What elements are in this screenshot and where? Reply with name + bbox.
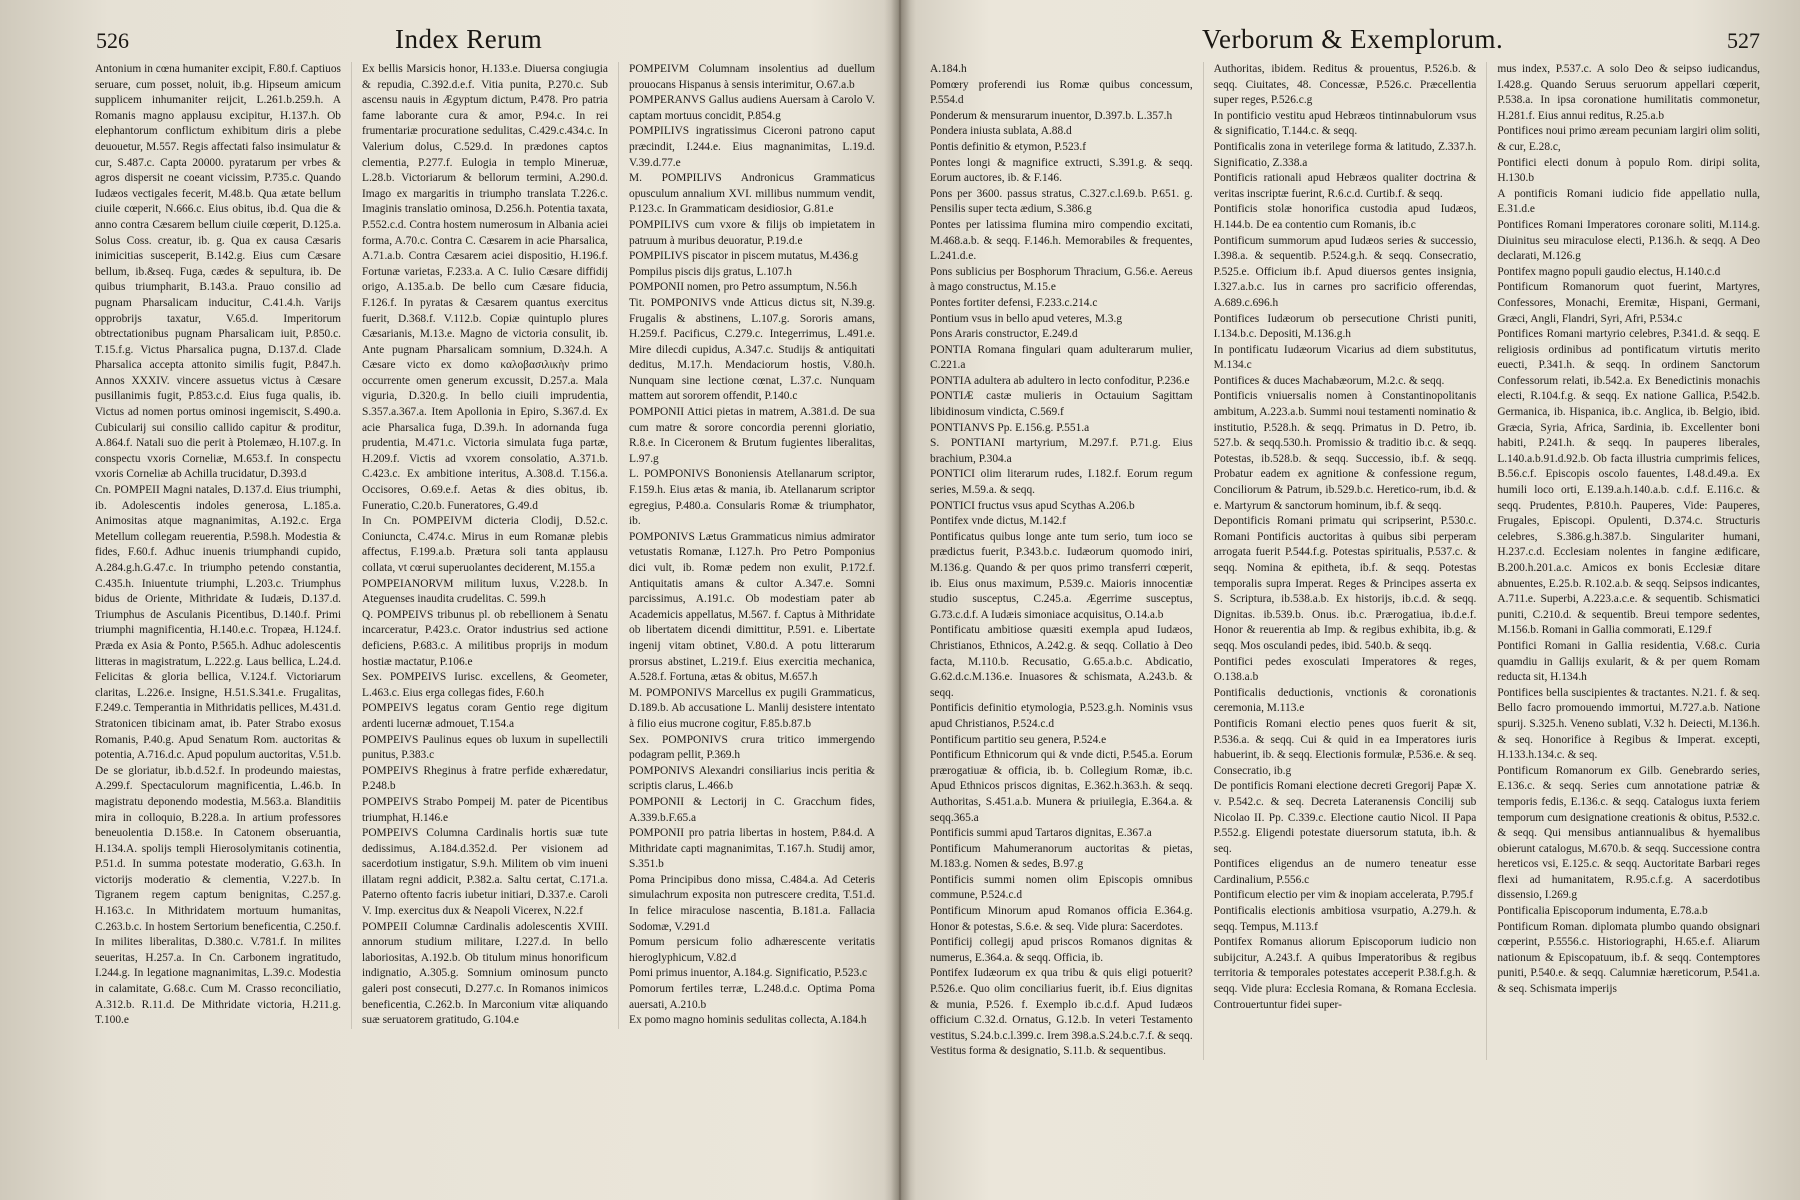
index-entry: POMPONII nomen, pro Petro assumptum, N.56.h <box>629 281 858 294</box>
index-entry: Pontes per latissima flumina miro compendio excitati, M.468.a.b. & seqq. F.146.h. Memorabiles & frequentes, L.241.d.e. <box>930 218 1193 263</box>
index-entry: Pons sublicius per Bosphorum Thracium, G.56.e. Aereus à mago constructus, M.15.e <box>930 265 1193 294</box>
index-entry: Pontifici electi donum à populo Rom. diripi solita, H.130.b <box>1497 156 1761 185</box>
right-page <box>902 0 1800 1200</box>
index-entry: Pontes longi & magnifice extructi, S.391.g. & seqq. Eorum auctores, ib. & F.146. <box>930 156 1193 185</box>
index-entry: Pontificij collegij apud priscos Romanos dignitas & numerus, E.364.a. & seqq. Officia, ib. <box>930 936 1193 964</box>
index-entry: mus index, P.537.c. A solo Deo & seipso iudicandus, I.428.g. Quando Seruus seruorum appellari cœperit, P.538.a. In ipsa coronatione humilitatis commonetur, H.281.f. Eius annui reditus, R.25.a.b <box>1497 63 1761 122</box>
index-entry: POMPEIANORVM militum luxus, V.228.b. In Ateguenses inaudita crudelitas. C. 599.h <box>362 577 608 606</box>
index-entry: Poma Principibus dono missa, C.484.a. Ad Ceteris simulachrum exposita non putrescere credita, T.51.d. In felice miraculose nascentia, B.181.a. Fallacia Sodomæ, V.291.d <box>629 873 875 933</box>
index-entry: POMPEIVS Columna Cardinalis hortis suæ tute dedissimus, A.184.d.352.d. Per visionem ad sacerdotium instigatur, S.9.h. Militem ob vim inueni illatam regni addicit, P.382.a. Saltu certat, C.171.a. Paterno oftento facris iubetur initiari, D.337.e. Caroli V. Imp. exercitus dux & Neapoli Vicerex, N.22.f <box>362 827 608 918</box>
index-entry: PONTIÆ castæ mulieris in Octauium Sagittam libidinosum vindicta, C.569.f <box>930 390 1193 419</box>
running-head-left: Index Rerum <box>395 24 543 54</box>
left-column-1 <box>95 62 341 1029</box>
index-entry: PONTIA adultera ab adultero in lecto confoditur, P.236.e <box>930 374 1190 387</box>
running-head-right: Verborum & Exemplorum. <box>1202 24 1504 54</box>
index-entry: POMPONII Attici pietas in matrem, A.381.d. De sua cum matre & sorore concordia perenni gloriatio, R.8.e. In Ciceronem & Brutum fugientes liberalitas, L.97.g <box>629 406 875 465</box>
index-entry: Cn. POMPEII Magni natales, D.137.d. Eius triumphi, ib. Adolescentis indoles generosa, L.185.a. Animositas atque magnanimitas, A.192.c. Erga Metellum collegam reuerentia, P.598.h. Modestia & fides, F.60.f. Adhuc inuenis triumphandi cupido, A.284.g.h.G.47.c. In triumpho petendo constantia, C.435.h. Iniuentute triumphi, L.203.c. Triumphus bidus de Oriente, Mithridate & Iudæis, D.137.d. Triumphus de Asculanis Picentibus, D.140.f. Primi triumphi magnificentia, H.140.e.c. Tropæa, H.124.f. Præda ex Asia & Ponto, P.565.h. Adhuc adolescentis litteras in magistratum, L.222.g. Laus bellica, L.24.d. Felicitas & gloria bellica, V.124.f. Victoriarum claritas, L.226.e. Insigne, H.51.S.341.e. Frugalitas, F.249.c. Temperantia in Mithridatis pellices, M.431.d. Stratonicen tibicinam amat, ib. Pater Strabo exosus Romanis, P.40.g. Apud Senatum Rom. auctoritas & potentia, A.716.d.c. Apud populum auctoritas, V.51.b. De se gloriatur, ib.b.d.52.f. In prodeundo maiestas, A.299.f. Spectaculorum magnificentia, L.46.b. In magistratu deponendo modestia, M.563.a. Blanditiis mira in colloquio, B.228.a. In artium professores beneuolentia D.158.e. In Catonem obseruantia, H.134.A. spolijs templi Hierosolymitanis cotinentia, P.51.d. In summa potestate moderatio, G.63.h. In victorijs moderatio & clementia, V.227.b. In Tigranem regem captum benignitas, C.257.g. H.163.c. In Mithridatem mortuum humanitas, C.263.b.c. In hostem Sertorium beneficentia, C.250.f. In milites liberalitas, D.380.c. V.781.f. In milites seueritas, H.257.a. In Cn. Carbonem ingratitudo, I.244.g. In legatione magnanimitas, L.39.c. Modestia in calamitate, G.68.c. Cum M. Crasso reconciliatio, A.312.b. R.11.d. De Mithridate victoria, H.211.g. T.100.e <box>95 484 341 1027</box>
index-entry: POMPEIVS Rheginus à fratre perfide exhæredatur, P.248.b <box>362 764 608 793</box>
index-entry: Pontificum Ethnicorum qui & vnde dicti, P.545.a. Eorum prærogatiuæ & officia, ib. b. Collegium Romæ, ib.c. Apud Ethnicos priscos dignitas, E.362.h.363.h. & seqq. Authoritas, S.451.a.b. Munera & priuilegia, E.364.a. & seqq.365.a <box>930 749 1193 824</box>
index-entry: Pontifices eligendus an de numero teneatur esse Cardinalium, P.556.c <box>1213 858 1477 886</box>
index-entry: Pons Araris constructor, E.249.d <box>930 328 1078 341</box>
index-entry: Ex bellis Marsicis honor, H.133.e. Diuersa congiugia & repudia, C.392.d.e.f. Vitia punita, P.270.c. Sub ascensu nauis in Ægyptum dictum, P.478. Pro patria fame laborante cura & amor, P.94.c. In rei frumentariæ procuratione sedulitas, C.429.c.434.c. In Valerium dolus, C.529.d. In prædones captos clementia, P.277.f. Eulogia in templo Mineruæ, L.28.b. Victoriarum & bellorum termini, A.290.d. Imago ex margaritis in triumpho translata T.226.c. Imaginis translatio ominosa, D.256.h. Potentia taxata, P.552.c.d. Contra hostem numerosum in Albania aciei forma, A.70.c. Contra C. Cæsarem in acie Pharsalica, A.71.a.b. Contra Cæsarem aciei dispositio, H.196.f. Fortunæ varietas, F.233.a. A C. Iulio Cæsare diffidij origo, A.135.a.b. De bello cum Cæsare fiducia, F.126.f. In pyratas & Cæsarem quantus exercitus fuerit, D.368.f. V.112.b. Copiæ quintuplo plures Cæsarianis, M.13.e. Magno de victoria consulit, ib. Ante pugnam Pharsalicam somnium, D.324.h. A Cæsare victo ex domo καλοβασιλικὴν primo occurrente omen generum excussit, D.257.a. Mala viguria, D.320.g. In bello ciuili imprudentia, S.357.a.367.a. Item Apollonia in Epiro, S.367.d. Ex acie Pharsalica fuga, D.39.h. In adornanda fuga prudentia, M.471.c. Victoria simulata fuga partæ, H.209.f. Victis ad vxorem consolatio, A.371.b. C.423.c. Ex ambitione interitus, A.308.d. T.156.a. Occisores, O.69.e.f. Aetas & dies obitus, ib. Funeratio, C.20.b. Funeratores, G.49.d <box>362 63 608 512</box>
index-entry: Pontifici Romani in Gallia residentia, V.68.c. Curia quamdiu in Gallijs exularit, & & per quem Romam reducta sit, H.134.h <box>1497 639 1761 684</box>
index-entry: Pontifices Iudæorum ob persecutione Christi puniti, I.134.b.c. Depositi, M.136.g.h <box>1213 312 1477 341</box>
index-entry: POMPILIVS cum vxore & filijs ob impietatem in patruum à muribus deuoratur, P.19.d.e <box>629 218 875 247</box>
index-entry: Pontifex Romanus aliorum Episcoporum iudicio non subijcitur, A.243.f. A quibus Imperatoribus & regibus territoria & temporales potestates acceperit P.38.f.g.h. & seqq. Vide plura: Ecclesia Romana, & Romana Ecclesia. Controuertuntur fidei super- <box>1213 936 1477 1011</box>
index-entry: Pontificum Roman. diplomata plumbo quando obsignari cœperint, P.5556.c. Historiographi, H.65.e.f. Aliarum nationum & Episcopatuum, ib.f. & seqq. Contemptores puniti, P.540.e. & seqq. Calumniæ hæreticorum, P.541.a. & seq. Schismata imperijs <box>1497 920 1761 996</box>
index-entry: POMPONIVS Lætus Grammaticus nimius admirator vetustatis Romanæ, I.127.h. Pro Petro Pomponius dici vult, ib. Romæ pedem non exulit, P.172.f. Antiquitatis amans & cultor A.347.e. Somni parcissimus, A.191.c. Ob modestiam pater ab Academicis appellatus, M.567. f. Captus à Mithridate ob libertatem dicendi dimittitur, P.591. e. Libertate ingenij vitam obtinet, V.80.d. A potu litterarum prorsus abstinet, L.219.f. Eius exercitia mechanica, A.528.f. Fortuna, ætas & obitus, M.657.h <box>629 530 875 684</box>
index-entry: POMPILIVS piscator in piscem mutatus, M.436.g <box>629 250 859 263</box>
index-entry: L. POMPONIVS Bononiensis Atellanarum scriptor, F.159.h. Eius ætas & mania, ib. Atellanarum scriptor egregius, P.480.a. Consularis Romæ & triumphator, ib. <box>629 468 875 528</box>
index-entry: PONTIANVS Pp. E.156.g. P.551.a <box>930 421 1090 434</box>
index-entry: M. POMPONIVS Marcellus ex pugili Grammaticus, D.189.b. Ab accusatione L. Manlij desistere intentato à filio eius mucrone cogitur, F.85.b.87.b <box>629 686 875 730</box>
index-entry: Pontificis summi nomen olim Episcopis omnibus commune, P.524.c.d <box>930 873 1193 902</box>
index-entry: Pontificum Romanorum quot fuerint, Martyres, Confessores, Monachi, Eremitæ, Hispani, Germani, Græci, Angli, Flandri, Syri, Afri, P.534.c <box>1497 281 1761 325</box>
index-entry: A pontificis Romani iudicio fide appellatio nulla, E.31.d.e <box>1497 187 1761 216</box>
column-divider <box>1203 62 1204 1060</box>
index-entry: Pontis definitio & etymon, P.523.f <box>930 140 1086 153</box>
index-entry: Pontificalis deductionis, vnctionis & coronationis ceremonia, M.113.e <box>1213 686 1477 715</box>
index-entry: Pontificalis zona in veterilege forma & latitudo, Z.337.h. Significatio, Z.338.a <box>1213 140 1477 169</box>
right-column-2 <box>1214 62 1477 1060</box>
index-entry: Pontifices bella suscipientes & tractantes. N.21. f. & seq. Bello facro promouendo immortui, M.727.a.b. Natione spurij. S.325.h. Veneno sublati, V.32 h. Deiecti, M.136.h. & seq. Honorifice à Regibus & Imperat. excepti, H.133.h.134.c. & seq. <box>1497 686 1761 762</box>
index-entry: Pondera iniusta sublata, A.88.d <box>930 125 1072 138</box>
index-entry: Q. POMPEIVS tribunus pl. ob rebellionem à Senatu incarceratur, P.423.c. Orator industrius sed actione deficiens, P.683.c. A militibus proprijs in modum hostiæ mactatur, P.106.e <box>362 608 608 668</box>
index-entry: Pontificis rationali apud Hebræos qualiter doctrina & veritas inscriptæ fuerint, R.6.c.d. Curtib.f. & seqq. <box>1213 172 1477 200</box>
index-entry: Pontifex Iudæorum ex qua tribu & quis eligi potuerit? P.526.e. Quo olim conciliarius fuerit, ib.f. Eius dignitas & munia, P.526. f. Exemplo ib.c.d.f. Apud Iudæos officium C.32.d. Ornatus, G.12.b. In veteri Testamento vestitus, S.24.b.c.l.399.c. Irem 398.a.S.24.b.c.7.f. & seqq. Vestitus forma & designatio, S.11.b. & sequentibus. <box>930 967 1193 1058</box>
index-entry: Pomum persicum folio adhærescente veritatis hieroglyphicum, V.82.d <box>629 936 875 964</box>
index-entry: POMPEIVM Columnam insolentius ad duellum prouocans Hispanus à sensis interimitur, O.67.a.b <box>629 63 875 91</box>
index-entry: PONTICI fructus vsus apud Scythas A.206.b <box>930 499 1135 512</box>
page-number-right: 527 <box>1727 28 1760 53</box>
index-entry: PONTIA Romana fingulari quam adulterarum mulier, C.221.a <box>930 343 1193 372</box>
index-entry: POMPILIVS ingratissimus Ciceroni patrono caput præcindit, I.244.e. Eius magnanimitas, L.19.d. V.39.d.77.e <box>629 125 875 169</box>
index-entry: PONTICI olim literarum rudes, I.182.f. Eorum regum series, M.59.a. & seqq. <box>930 468 1193 497</box>
index-entry: Antonium in cœna humaniter excipit, F.80.f. Captiuos seruare, cum posset, noluit, ib.g. Hipseum amicum supplicem inhumaniter reijcit, L.261.b.259.h. A Romanis magno applausu excipitur, H.137.h. Ob elephantorum conflictum exhibitum diris a plebe deuouetur, M.557. Regis affectati falso insimulatur & cur, S.487.c. Capta 20000. pyratarum per vrbes & agros dispersit ne coeant vicissim, P.735.c. Quando Iudæos vectigales fecerit, M.48.b. Qua ætate bellum ciuile cœperit, N.666.c. Eius obitus, ib.d. Qua die & anno contra Cæsarem bellum ciuile cœperit, D.125.a. Solus Coss. creatur, ib. g. Qua ex causa Cæsaris inimicitias susceperit, B.142.g. Eius cum Cæsare bellum, ib.&seq. Fuga, cædes & sepultura, ib. De quibus triumpharit, B.143.a. Prauo consilio ad pugnam Pharsalicam inducitur, C.41.4.h. Varijs opprobrijs taxatur, V.65.d. Imperitorum obtrectationibus pugnam Pharsalicam iuit, P.850.c. T.15.f.g. Victus Pharsalica pugna, D.137.d. Clade Pharsalica accepta attonito similis fugit, P.847.h. Annos XXXIV. vincere assuetus victus à Cæsare pusillanimis fugit, P.853.c.d. Eius fuga qualis, ib. Victus ad nomen portus ominosi ingemiscit, S.490.a. Cubicularij sui consilio callido capitur & proditur, A.864.f. Natali suo die perit à Ptolemæo, H.107.g. In conspectu vxoris Corneliæ, M.653.f. In conspectu vxoris Corneliæ ab Achilla trucidatur, D.393.d <box>95 63 341 481</box>
index-entry: Pontificum Romanorum ex Gilb. Genebrardo series, E.136.c. & seqq. Series cum annotatione patriæ & temporis fedis, E.136.c. & seqq. Catalogus iuxta feriem temporum cum designatione creationis & obitus, P.532.c. & seqq. Qui mensibus antiannualibus & hyemalibus obierunt catalogus, M.670.b. & seqq. Successione contra hereticos vsi, E.125.c. & seqq. Auctoritate Barbari reges flexi ad humanitatem, R.95.c.f.g. A sacerdotibus dissensio, I.269.g <box>1497 764 1761 902</box>
index-entry: Pontificalia Episcoporum indumenta, E.78.a.b <box>1497 905 1708 918</box>
column-divider <box>1486 62 1487 1060</box>
index-entry: Pons per 3600. passus stratus, C.327.c.l.69.b. P.651. g. Pensilis super tecta ædium, S.386.g <box>930 187 1193 216</box>
index-entry: POMPEIVS legatus coram Gentio rege digitum ardenti lucernæ admouet, T.154.a <box>362 702 608 730</box>
index-entry: Pontifices Romani martyrio celebres, P.341.d. & seqq. E religiosis ordinibus ad pontificatum virtutis merito euecti, P.341.h. & seqq. In ordinem Sanctorum Confessorum relati, ib.542.a. Ex Benedictinis monachis electi, R.104.f.g. & seqq. Ex natione Gallica, P.542.b. Germanica, ib. Hispanica, ib.c. Anglica, ib. Belgio, ibid. Græcia, Syria, Africa, Sardinia, ib. Excellenter boni habiti, P.241.h. & seqq. In pauperes liberales, L.140.a.b.91.d.92.b. Ob facta illustria cumprimis felices, B.56.c.f. Episcopis oscolo fauentes, I.48.d.49.a. Ex humili loco orti, E.139.a.h.140.a.b. c.d.f. E.116.c. & seqq. Prudentes, P.810.h. Pauperes, Vide: Pauperes, Frugales, Episcopi. Opulenti, D.374.c. Structuris celebres, S.386.g.h.387.b. Singulariter humani, H.237.c.d. Ecclesiam nolentes in fangine ædificare, B.200.h.201.a.c. Amicos ex bonis Ecclesiæ ditare abnuentes, E.25.b. R.102.a.b. & seqq. Seipsos indicantes, A.711.e. Superbi, A.223.a.c.e. & sequentib. Schismatici puniti, C.210.d. & sequentib. Breui tempore sedentes, M.156.b. Romani in Gallia commorati, E.129.f <box>1497 328 1761 637</box>
right-column-1 <box>930 62 1193 1060</box>
index-entry: Sex. POMPONIVS crura tritico immergendo podagram pellit, P.369.h <box>629 733 875 762</box>
column-divider <box>351 62 352 1029</box>
right-column-3 <box>1497 62 1760 1060</box>
index-entry: Pontes fortiter defensi, F.233.c.214.c <box>930 296 1098 309</box>
index-entry: Pomœry proferendi ius Romæ quibus concessum, P.554.d <box>930 78 1193 107</box>
index-entry: Ponderum & mensurarum inuentor, D.397.b. L.357.h <box>930 109 1173 122</box>
index-entry: Pontium vsus in bello apud veteres, M.3.g <box>930 312 1123 325</box>
index-entry: M. POMPILIVS Andronicus Grammaticus opusculum annalium XVI. millibus nummum vendit, P.123.c. In Grammaticam desidiosior, G.81.e <box>629 172 875 216</box>
index-entry: Ex pomo magno hominis sedulitas collecta, A.184.h <box>629 1014 867 1027</box>
index-entry: Pompilus piscis dijs gratus, L.107.h <box>629 265 792 278</box>
index-entry: Pontificis summi apud Tartaros dignitas, E.367.a <box>930 827 1152 840</box>
index-entry: De pontificis Romani electione decreti Gregorij Papæ X. v. P.542.c. & seq. Decreta Lateranensis Concilij sub Nicolao II. Pp. C.339.c. Electione cautio Nicol. II Papa P.552.g. Eligendi potestate diuersorum statuta, ib.h. & seq. <box>1213 780 1477 855</box>
index-entry: POMPERANVS Gallus audiens Auersam à Carolo V. captam mortuus concidit, P.854.g <box>629 94 875 122</box>
index-entry: POMPONIVS Alexandri consiliarius incis peritia & scriptis clarus, L.466.b <box>629 764 875 793</box>
index-entry: Pontifici pedes exosculati Imperatores & reges, O.138.a.b <box>1213 655 1477 684</box>
index-entry: Authoritas, ibidem. Reditus & prouentus, P.526.b. & seqq. Ciuitates, 48. Concessæ, P.526.c. Præcellentia super reges, P.526.c.g <box>1213 63 1477 107</box>
index-entry: POMPEIVS Paulinus eques ob luxum in supellectili punitus, P.383.c <box>362 733 608 762</box>
index-entry: Pontificis vniuersalis nomen à Constantinopolitanis ambitum, A.223.a.b. Summi noui testamenti nominatio & institutio, P.528.h. & seqq. Primatus in D. Petro, ib. 527.b. & seqq.530.h. Promissio & traditio ib.c. & seqq. Potestas, ib.528.b. & seqq. Successio, ib.f. & seqq. Probatur eadem ex agnitione & confessione regum, Conciliorum & Patrum, ib.529.b.c. Heretico-rum, ib.d. & e. Martyrum & sanctorum hominum, ib.f. & seqq. <box>1213 390 1477 512</box>
left-column-2 <box>362 62 608 1029</box>
index-entry: In pontificatu Iudæorum Vicarius ad diem substitutus, M.134.c <box>1213 343 1477 372</box>
index-entry: Sex. POMPEIVS Iurisc. excellens, & Geometer, L.463.c. Eius erga collegas fides, F.60.h <box>362 671 608 699</box>
index-entry: Pontifices & duces Machabæorum, M.2.c. & seqq. <box>1213 374 1445 387</box>
index-entry: Pontificis stolæ honorifica custodia apud Iudæos, H.144.b. De ea contentio cum Romanis, ib.c <box>1213 203 1477 231</box>
index-entry: Pontificis definitio etymologia, P.523.g.h. Nominis vsus apud Christianos, P.524.c.d <box>930 702 1193 730</box>
index-entry: POMPEIVS Strabo Pompeij M. pater de Picentibus triumphat, H.146.e <box>362 795 608 824</box>
index-entry: Pomi primus inuentor, A.184.g. Significatio, P.523.c <box>629 967 868 980</box>
index-entry: Pontificatus quibus longe ante tum serio, tum ioco se prædictus fuerit, P.343.b.c. Iudæorum quomodo iniri, M.136.g. Quando & per quos primo transferri cœperit, ib. Eius onus maximum, P.539.c. Maioris innocentiæ studio susceptus, C.245.a. Ægerrime susceptus, G.73.c.d.f. A Iudæis simoniace acquisitus, O.14.a.b <box>930 530 1193 621</box>
index-entry: Pontificum Mahumeranorum auctoritas & pietas, M.183.g. Nomen & sedes, B.97.g <box>930 842 1193 871</box>
index-entry: Pontificum electio per vim & inopiam accelerata, P.795.f <box>1213 889 1474 902</box>
index-entry: Pontificalis electionis ambitiosa vsurpatio, A.279.h. & seqq. Tempus, M.113.f <box>1213 905 1477 933</box>
index-entry: A.184.h <box>930 63 967 75</box>
index-entry: S. PONTIANI martyrium, M.297.f. P.71.g. Eius brachium, P.304.a <box>930 437 1193 465</box>
index-entry: Pontifices Romani Imperatores coronare soliti, M.114.g. Diuinitus seu miraculose electi, P.136.h. & seqq. A Deo declarati, M.126.g <box>1497 218 1761 263</box>
index-entry: Pontifex magno populi gaudio electus, H.140.c.d <box>1497 265 1721 278</box>
index-entry: Pontifices noui primo æream pecuniam largiri olim soliti, & cur, E.28.c, <box>1497 125 1761 153</box>
index-entry: In pontificio vestitu apud Hebræos tintinnabulorum vsus & significatio, T.144.c. & seqq. <box>1213 109 1477 138</box>
left-columns <box>95 62 875 1029</box>
index-entry: Depontificis Romani primatu qui scripserint, P.530.c. Romani Pontificis auctoritas à quibus sibi perperam arrogata fuerit P.544.f.g. Potestas spiritualis, P.537.c. & seqq. Nomina & epitheta, ib.f. & seqq. Potestas temporalis supra Imperat. Reges & Principes asserta ex S. Scriptura, ib.538.a.b. Ex historijs, ib.c.d. & seqq. Dignitas. ib.539.b. Onus. ib.c. Prærogatiua, ib.d.e.f. Honor & reuerentia ab Imp. & regibus exhibita, ib.g. & seqq. Mos osculandi pedes, ibid. 540.b. & seqq. <box>1213 515 1477 652</box>
index-entry: In Cn. POMPEIVM dicteria Clodij, D.52.c. Coniuncta, C.474.c. Mirus in eum Romanæ plebis affectus, F.199.a.b. Prætura soli tanta applausu collata, vt cœrui superuolantes deciderent, M.155.a <box>362 515 608 574</box>
left-column-3 <box>629 62 875 1029</box>
index-entry: Pontificatu ambitiose quæsiti exempla apud Iudæos, Christianos, Ethnicos, A.242.g. & seqq. Collatio à Deo facta, M.110.b. Recusatio, G.65.a.b.c. Abdicatio, G.62.d.c.M.136.e. Inuasores & schismata, A.243.b. & seqq. <box>930 624 1193 699</box>
index-entry: Pontificum partitio seu genera, P.524.e <box>930 733 1107 746</box>
column-divider <box>618 62 619 1029</box>
index-entry: Pontifex vnde dictus, M.142.f <box>930 515 1067 528</box>
index-entry: Pontificum Minorum apud Romanos officia E.364.g. Honor & potestas, S.6.e. & seq. Vide plura: Sacerdotes. <box>930 905 1193 933</box>
index-entry: Tit. POMPONIVS vnde Atticus dictus sit, N.39.g. Frugalis & abstinens, L.107.g. Sororis amans, H.259.f. Pacificus, C.279.c. Integerrimus, L.491.e. Mire dilecdi cupidus, A.347.c. Studijs & antiquitati deditus, M.17.h. Mendaciorum hostis, V.80.h. Nunquam sine lectione cœnat, L.37.c. Nunquam mattem aut sororem offendit, P.140.c <box>629 296 875 403</box>
index-entry: POMPEII Columnæ Cardinalis adolescentis XVIII. annorum studium militare, I.227.d. In bello laboriositas, A.192.b. Ob titulum minus honorificum indignatio, A.305.g. Somnium ominosum puncto galeri post consecuti, D.277.c. In Romanos inimicos beneficentia, C.262.b. In Marconium vitæ aliquando suæ seruatorem gratitudo, G.104.e <box>362 920 608 1027</box>
index-entry: POMPONII pro patria libertas in hostem, P.84.d. A Mithridate capti magnanimitas, T.167.h. Studij amor, S.351.b <box>629 827 875 871</box>
left-page <box>0 0 898 1200</box>
right-columns <box>930 62 1760 1060</box>
index-entry: Pontificum summorum apud Iudæos series & successio, I.398.a. & sequentib. P.524.g.h. & seqq. Consecratio, P.525.e. Officium ib.f. Apud diuersos gentes insignia, I.327.a.b.c. Ius in carnes pro sacrificio offerendas, A.689.c.696.h <box>1213 234 1477 309</box>
page-number-left: 526 <box>96 28 129 53</box>
index-entry: POMPONII & Lectorij in C. Gracchum fides, A.339.b.F.65.a <box>629 795 875 824</box>
index-entry: Pontificis Romani electio penes quos fuerit & sit, P.536.a. & seqq. Cui & quid in ea Imperatores iuris habuerint, ib. & seqq. Electionis formulæ, P.536.e. & seq. Consecratio, ib.g <box>1213 717 1477 777</box>
index-entry: Pomorum fertiles terræ, L.248.d.c. Optima Poma auersati, A.210.b <box>629 983 875 1011</box>
